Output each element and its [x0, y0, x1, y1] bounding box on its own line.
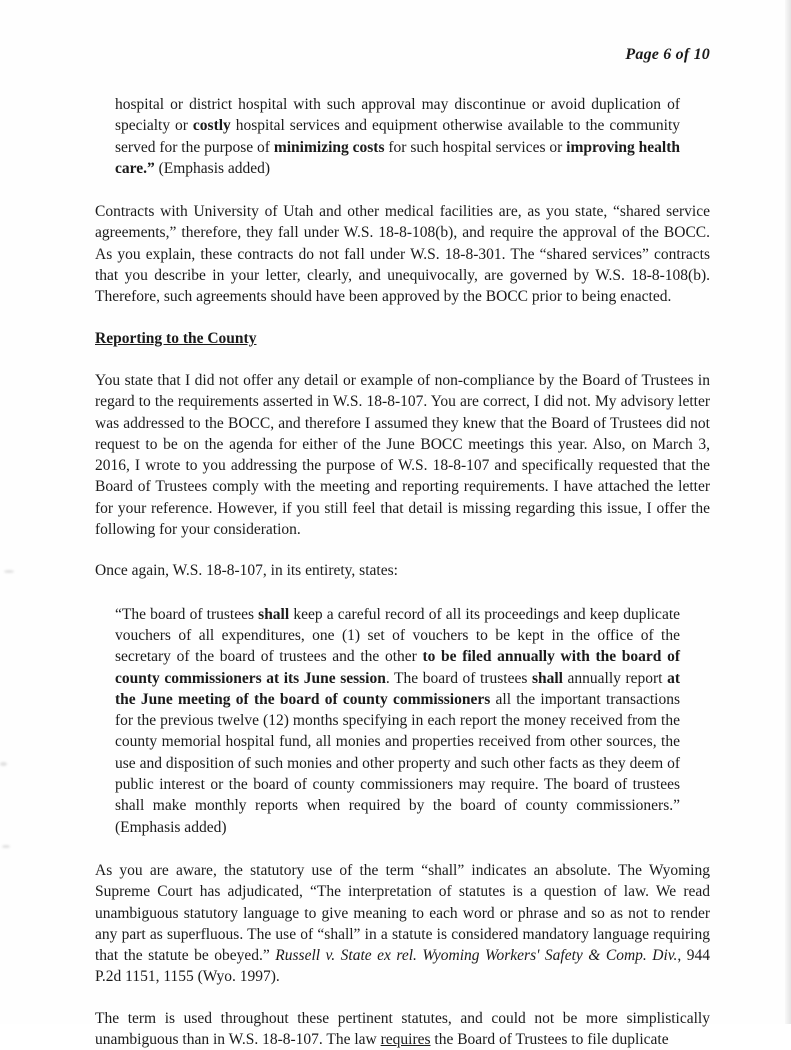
paragraph [95, 201, 710, 307]
scan-smudge-artifact [4, 570, 14, 573]
text-run: Russell v. State ex rel. Wyoming Workers' Safety & Comp. Div. [275, 947, 678, 965]
document-content [95, 94, 710, 1050]
text-run: You state that I did not offer any detail or example of non-compliance by the Board of Trustees in regard to the requirements asserted in W.S. 18-8-107. You are correct, I did not. My advisory letter was addressed to the BOCC, and therefore I assumed they knew that the Board of Trustees did not request to be on the agenda for either of the June BOCC meetings this year. Also, on March 3, 2016, I wrote to you addressing the purpose of W.S. 18-8-107 and specifically requested that the Board of Trustees comply with the meeting and reporting requirements. I have attached the letter for your reference. However, if you still feel that detail is missing regarding this issue, I offer the following for your consideration. [95, 371, 710, 539]
text-run: Once again, W.S. 18-8-107, in its entirety, states: [95, 562, 398, 580]
text-run: all the important transactions for the previous twelve (12) months specifying in each report the money received from the county memorial hospital fund, all monies and properties received from other sources, the use and disposition of such monies and other property and such other facts as they deem of public interest or the board of county commissioners may require. The board of trustees shall make monthly reports when required by the board of county commissioners.” (Emphasis added) [115, 690, 680, 836]
block-quote [115, 604, 680, 838]
paragraph [95, 1008, 710, 1050]
text-run: minimizing costs [273, 138, 385, 156]
section-heading [95, 328, 710, 349]
text-run: “The board of trustees [115, 605, 259, 623]
text-run: at the June meeting of the board of county commissioners [115, 669, 680, 708]
text-run: the Board of Trustees to file duplicate [430, 1030, 669, 1048]
paragraph [95, 560, 710, 581]
text-run: . The board of trustees [385, 669, 532, 687]
text-run: to be filed annually with the board of county commissioners at its June session [115, 648, 680, 687]
text-run: As you are aware, the statutory use of the term “shall” indicates an absolute. The Wyoming Supreme Court has adjudicated, “The interpretation of statutes is a question of law. We read unambiguous statutory language to give meaning to each word or phrase and so as not to render any part as superfluous. The use of “shall” in a statute is considered mandatory language requiring that the statute be obeyed.” [95, 861, 710, 965]
text-run: shall [531, 669, 563, 687]
scan-edge-artifact [785, 0, 791, 1024]
text-run: Contracts with University of Utah and other medical facilities are, as you state, “shared service agreements,” therefore, they fall under W.S. 18-8-108(b), and require the approval of the BOCC. As you explain, these contracts do not fall under W.S. 18-8-301. The “shared services” contracts that you describe in your letter, clearly, and unequivocally, are governed by W.S. 18-8-108(b). Therefore, such agreements should have been approved by the BOCC prior to being enacted. [95, 203, 710, 306]
page-number: Page 6 of 10 [625, 46, 710, 63]
paragraph [95, 370, 710, 540]
text-run: shall [258, 605, 290, 623]
text-run: hospital services and equipment otherwise available to the community served for the purpose of [115, 117, 680, 156]
text-run: hospital or district hospital with such approval may discontinue or avoid duplication of specialty or [115, 96, 680, 135]
text-run: costly [192, 117, 231, 135]
text-run: (Emphasis added) [154, 159, 271, 177]
text-run: The term is used throughout these pertinent statutes, and could not be more simplistically unambiguous than in W.S. 18-8-107. The law [95, 1009, 710, 1048]
text-run: improving health care.” [115, 138, 681, 177]
text-run: annually report [562, 669, 668, 687]
text-run: Reporting to the County [95, 329, 257, 347]
scan-smudge-artifact [2, 845, 10, 848]
text-run: for such hospital services or [384, 138, 567, 156]
block-quote [115, 94, 680, 179]
text-run: , 944 P.2d 1151, 1155 (Wyo. 1997). [95, 947, 710, 986]
text-run: keep a careful record of all its proceedings and keep duplicate vouchers of all expenditures, one (1) set of vouchers to be kept in the office of the secretary of the board of trustees and the other [115, 605, 681, 666]
paragraph [95, 860, 710, 988]
scan-smudge-artifact [0, 762, 7, 766]
text-run: requires [380, 1030, 431, 1048]
